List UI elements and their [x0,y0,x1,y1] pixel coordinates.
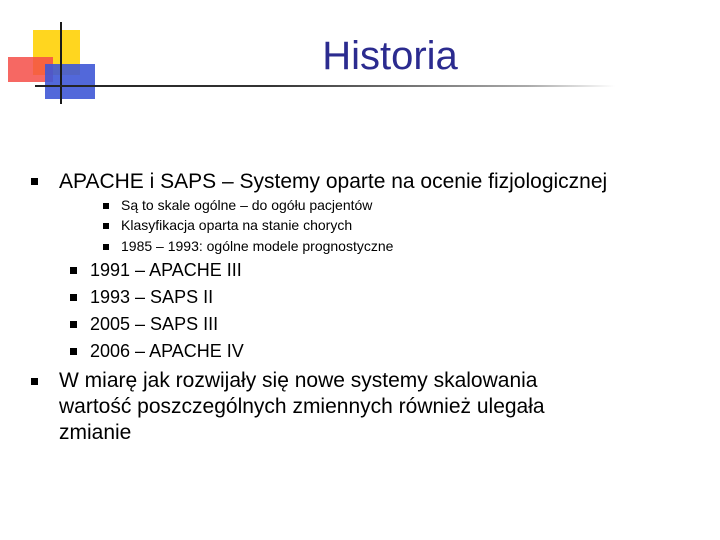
sub-bullet-text: Są to skale ogólne – do ogółu pacjentów [121,197,373,213]
timeline-item: 1991 – APACHE III [90,260,242,280]
timeline-item: 2006 – APACHE IV [90,341,244,361]
slide-title: Historia [322,34,458,78]
timeline-item: 1993 – SAPS II [90,287,214,307]
timeline-item: 2005 – SAPS III [90,314,219,334]
bullet-square-icon [31,378,38,385]
decorative-blue-square [45,64,95,99]
sub-bullet-text: Klasyfikacja oparta na stanie chorych [121,217,353,233]
bullet-square-icon [103,203,109,209]
bullet-square-icon [70,348,77,355]
bullet-text-line: wartość poszczególnych zmiennych również ulegała [59,395,545,418]
decorative-vertical-line [60,22,62,104]
bullet-square-icon [103,223,109,229]
bullet-text-line: W miarę jak rozwijały się nowe systemy skalowania [59,369,538,392]
bullet-square-icon [103,244,109,250]
bullet-text-line: zmianie [59,421,132,444]
bullet-square-icon [70,267,77,274]
bullet-square-icon [31,178,38,185]
sub-bullet-text: 1985 – 1993: ogólne modele prognostyczne [121,238,394,254]
bullet-text: APACHE i SAPS – Systemy oparte na ocenie fizjologicznej [59,170,608,193]
bullet-square-icon [70,321,77,328]
title-underline [35,85,615,87]
bullet-square-icon [70,294,77,301]
